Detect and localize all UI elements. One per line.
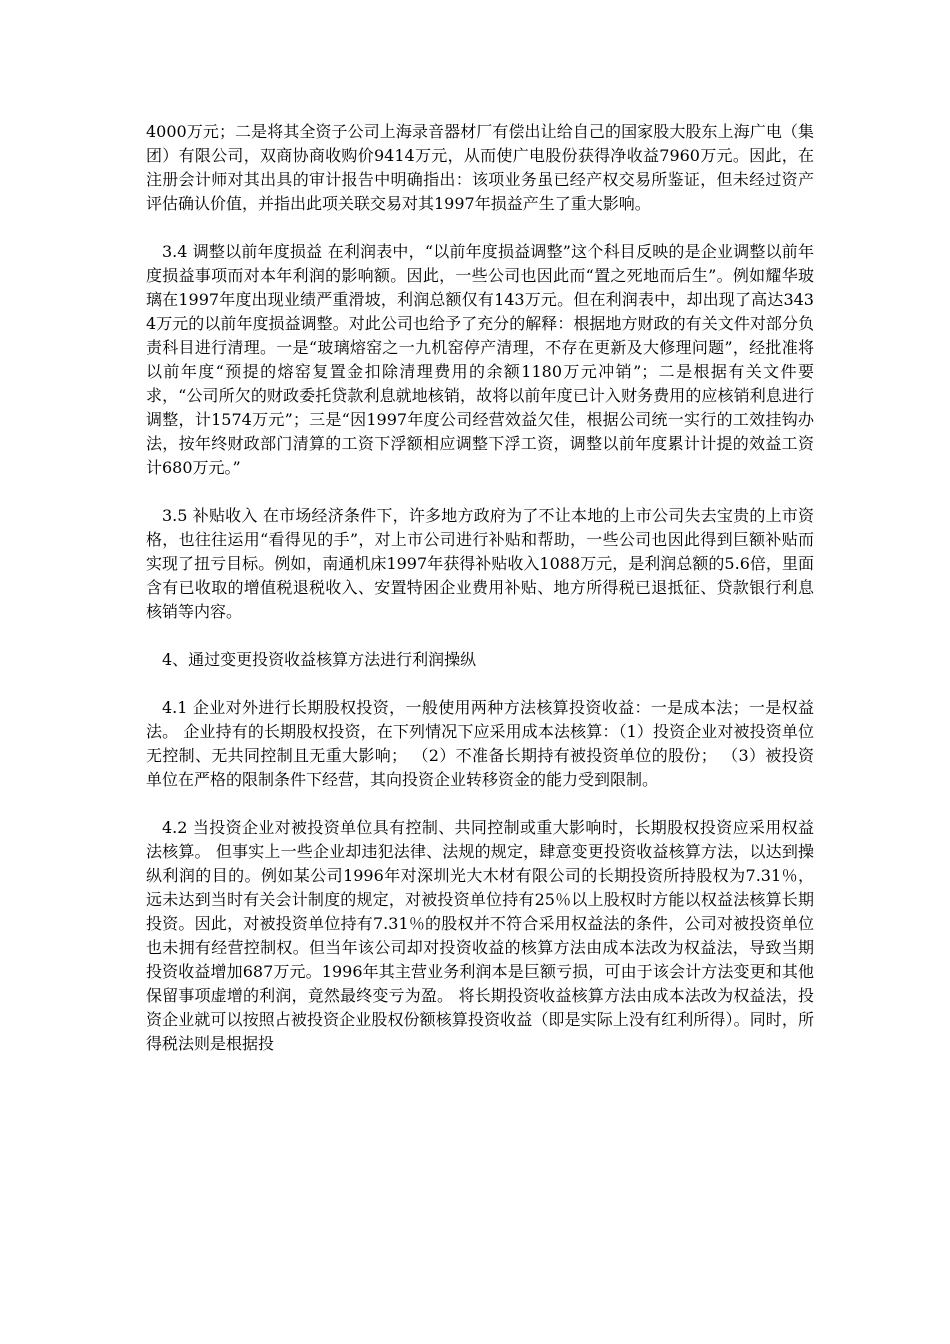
paragraph-related-transaction: 4000万元；二是将其全资子公司上海录音器材厂有偿出让给自己的国家股大股东上海广电（集团）有限公司，双商协商收购价9414万元，从而使广电股份获得净收益7960万元。因此，在注册会计师对其出具的审计报告中明确指出：该项业务虽已经产权交易所鉴证，但未经过资产评估确认价值，并指出此项关联交易对其1997年损益产生了重大影响。 <box>146 122 814 213</box>
paragraph-3-5-subsidy-income: 3.5 补贴收入 在市场经济条件下，许多地方政府为了不让本地的上市公司失去宝贵的上市资格，也往往运用“看得见的手”，对上市公司进行补贴和帮助，一些公司也因此得到巨额补贴而实现了扭亏目标。例如，南通机床1997年获得补贴收入1088万元，是利润总额的5.6倍，里面含有已收取的增值税退税收入、安置特困企业费用补贴、地方所得税已退抵征、贷款银行利息核销等内容。 <box>146 506 814 621</box>
paragraph-4-1-cost-method: 4.1 企业对外进行长期股权投资，一般使用两种方法核算投资收益：一是成本法；一是权益法。 企业持有的长期股权投资，在下列情况下应采用成本法核算：（1）投资企业对被投资单位无控制、无共同控制且无重大影响； （2）不准备长期持有被投资单位的股份； （3）被投资单位在严格的限制条件下经营，其向投资企业转移资金的能力受到限制。 <box>146 698 814 789</box>
document-page <box>146 120 814 1080</box>
paragraph-3-4-prior-year-adjustment: 3.4 调整以前年度损益 在利润表中，“以前年度损益调整”这个科目反映的是企业调整以前年度损益事项而对本年利润的影响额。因此，一些公司也因此而“置之死地而后生”。例如耀华玻璃在1997年度出现业绩严重滑坡，利润总额仅有143万元。但在利润表中，却出现了高达3434万元的以前年度损益调整。对此公司也给予了充分的解释：根据地方财政的有关文件对部分负责科目进行清理。一是“玻璃熔窑之一九机窑停产清理，不存在更新及大修理问题”，经批准将以前年度“预提的熔窑复置金扣除清理费用的余额1180万元冲销”；二是根据有关文件要求，“公司所欠的财政委托贷款利息就地核销，故将以前年度已计入财务费用的应核销利息进行调整，计1574万元”；三是“因1997年度公司经营效益欠佳，根据公司统一实行的工效挂钩办法，按年终财政部门清算的工资下浮额相应调整下浮工资，调整以前年度累计计提的效益工资计680万元。” <box>146 242 814 477</box>
section-heading-4: 4、通过变更投资收益核算方法进行利润操纵 <box>162 650 477 669</box>
paragraph-4-2-equity-method: 4.2 当投资企业对被投资单位具有控制、共同控制或重大影响时，长期股权投资应采用权益法核算。 但事实上一些企业却违犯法律、法规的规定，肆意变更投资收益核算方法，以达到操纵利润的目的。例如某公司1996年对深圳光大木材有限公司的长期投资所持股权为7.31％，远未达到当时有关会计制度的规定，对被投资单位持有25％以上股权时方能以权益法核算长期投资。因此，对被投资单位持有7.31％的股权并不符合采用权益法的条件，公司对被投资单位也未拥有经营控制权。但当年该公司却对投资收益的核算方法由成本法改为权益法，导致当期投资收益增加687万元。1996年其主营业务利润本是巨额亏损，可由于该会计方法变更和其他保留事项虚增的利润，竟然最终变亏为盈。 将长期投资收益核算方法由成本法改为权益法，投资企业就可以按照占被投资企业股权份额核算投资收益（即是实际上没有红利所得）。同时，所得税法则是根据投 <box>146 818 814 1053</box>
